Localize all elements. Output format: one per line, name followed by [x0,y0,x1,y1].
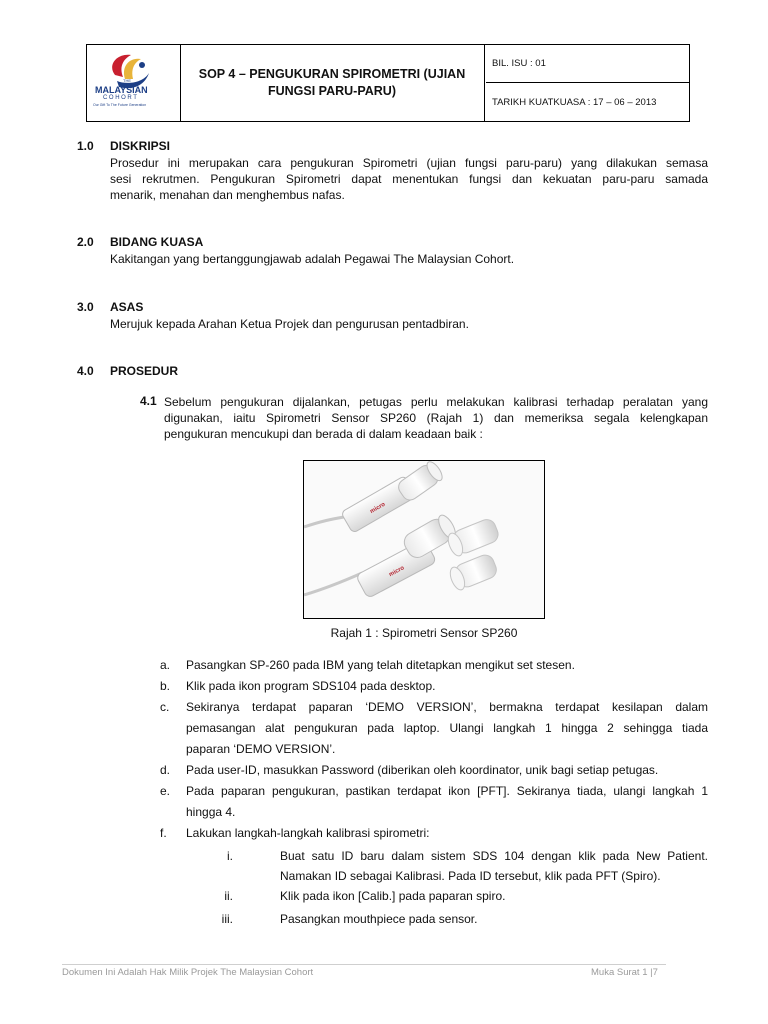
logo-sub: COHORT [103,95,139,101]
subsection-4-1-line-3: pengukuran mencukupi dan berada di dalam keadaan baik : [164,427,483,441]
substep-ii-number: ii. [224,889,233,903]
subsection-4-1-number: 4.1 [140,394,157,408]
step-c-line-2: pemasangan alat pengukuran pada laptop. Ulangi langkah 1 hingga 2 sehingga tiada [186,721,708,735]
section-1-line-2: sesi rekrutmen. Pengukuran Spirometri dapat menentukan fungsi dan kekuatan paru-paru samada [110,172,708,186]
step-b-letter: b. [160,679,171,693]
section-2-heading: BIDANG KUASA [110,235,204,249]
section-3-heading: ASAS [110,300,144,314]
figure-caption: Rajah 1 : Spirometri Sensor SP260 [330,626,518,640]
section-4-heading: PROSEDUR [110,364,179,378]
section-1-number: 1.0 [77,139,94,153]
subsection-4-1-line-1: Sebelum pengukuran dijalankan, petugas perlu melakukan kalibrasi terhadap peralatan yang [164,395,708,409]
footer-ownership-text: Dokumen Ini Adalah Hak Milik Projek The Malaysian Cohort [62,967,314,978]
step-a-letter: a. [160,658,171,672]
section-3-text: Merujuk kepada Arahan Ketua Projek dan pengurusan pentadbiran. [110,317,469,331]
substep-ii-text: Klik pada ikon [Calib.] pada paparan spiro. [280,889,506,903]
step-d-text: Pada user-ID, masukkan Password (diberikan oleh koordinator, unik bagi setiap petugas. [186,763,659,777]
step-b-text: Klik pada ikon program SDS104 pada desktop. [186,679,436,693]
footer-divider [62,964,666,965]
section-1-line-1: Prosedur ini merupakan cara pengukuran Spirometri (ujian fungsi paru-paru) yang dilakukan semasa [110,156,708,170]
step-d-letter: d. [160,763,171,777]
step-c-letter: c. [160,700,170,714]
section-4-number: 4.0 [77,364,94,378]
subsection-4-1-line-2: digunakan, iaitu Spirometri Sensor SP260 (Rajah 1) dan memeriksa segala kelengkapan [164,411,708,425]
section-1-line-3: menarik, menahan dan menghembus nafas. [110,188,345,202]
step-f-text: Lakukan langkah-langkah kalibrasi spirometri: [186,826,430,840]
spirometer-figure [303,460,545,619]
logo-cell [87,45,181,121]
malaysian-cohort-logo-icon [87,45,180,121]
substep-i-line-2: Namakan ID sebagai Kalibrasi. Pada ID tersebut, klik pada PFT (Spiro). [280,869,661,883]
substep-i-line-1: Buat satu ID baru dalam sistem SDS 104 dengan klik pada New Patient. [280,849,708,863]
sensor-upper-label: micro [369,501,387,516]
issue-number: BIL. ISU : 01 [486,45,689,83]
header-table [86,44,690,122]
substep-iii-text: Pasangkan mouthpiece pada sensor. [280,912,478,926]
effective-date: TARIKH KUATKUASA : 17 – 06 – 2013 [492,96,657,108]
document-title: SOP 4 – PENGUKURAN SPIROMETRI (UJIAN FUNGSI PARU-PARU) [180,45,485,121]
step-e-line-1: Pada paparan pengukuran, pastikan terdapat ikon [PFT]. Sekiranya tiada, ulangi langkah 1 [186,784,708,798]
step-e-letter: e. [160,784,171,798]
section-2-text: Kakitangan yang bertanggungjawab adalah Pegawai The Malaysian Cohort. [110,252,515,266]
sensor-lower-label: micro [388,565,406,579]
spirometer-sensor-image [304,461,544,618]
section-3-number: 3.0 [77,300,94,314]
substep-i-number: i. [227,849,233,863]
step-f-letter: f. [160,826,167,840]
footer-page-number: Muka Surat 1 |7 [591,967,658,978]
step-e-line-2: hingga 4. [186,805,236,819]
logo-brand: MALAYSIAN [95,85,148,95]
logo-prefix: THE [123,78,131,83]
section-2-number: 2.0 [77,235,94,249]
step-a-text: Pasangkan SP-260 pada IBM yang telah ditetapkan mengikut set stesen. [186,658,575,672]
substep-iii-number: iii. [221,912,233,926]
step-c-line-1: Sekiranya terdapat paparan ‘DEMO VERSION’, bermakna terdapat kesilapan dalam [186,700,708,714]
step-c-line-3: paparan ‘DEMO VERSION’. [186,742,336,756]
section-1-heading: DISKRIPSI [110,139,171,153]
logo-tagline: Our Gift To The Future Generation [93,103,147,107]
